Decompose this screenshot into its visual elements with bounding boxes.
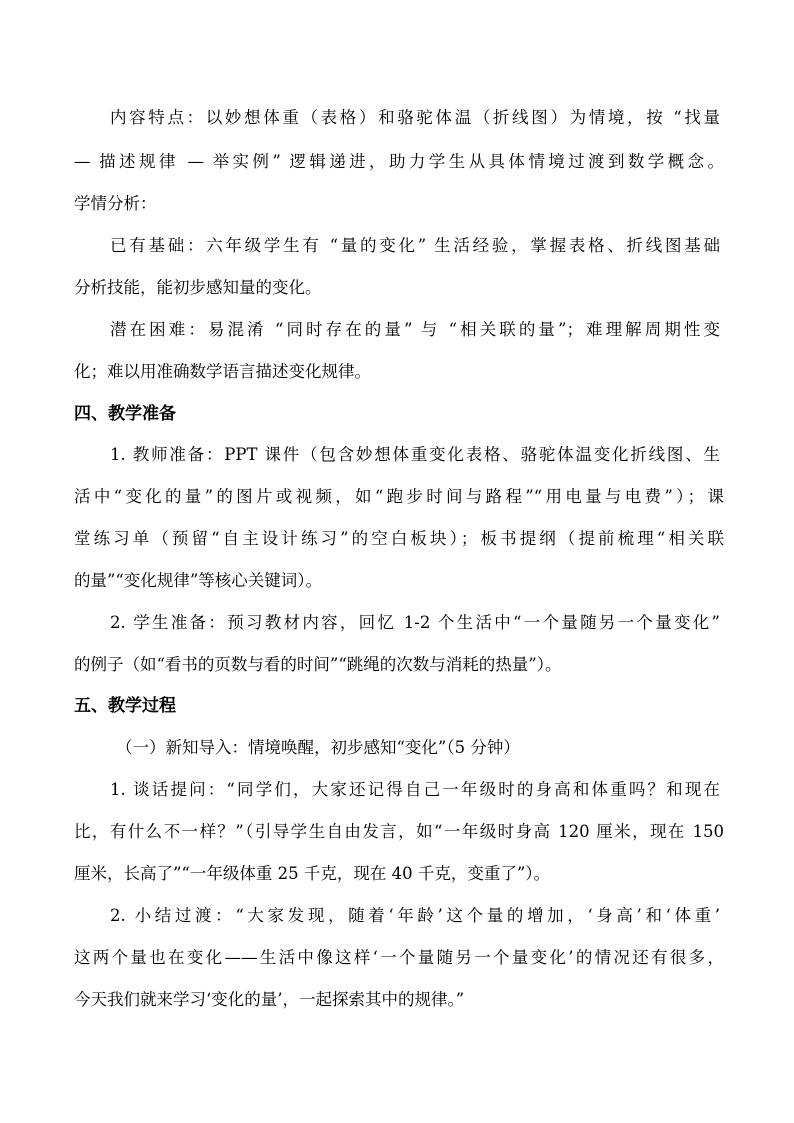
item-1-line-3: 厘米，长高了”“一年级体重 25 千克，现在 40 千克，变重了”）。 (74, 864, 551, 883)
student-prep-line-1: 2. 学生准备：预习教材内容，回忆 1-2 个生活中“一个量随另一个量变化” (110, 613, 720, 632)
item-1-line-2: 比，有什么不一样？”（引导学生自由发言，如“一年级时身高 120 厘米，现在 150 (74, 822, 724, 841)
section-5-heading: 五、教学过程 (74, 696, 176, 716)
teacher-prep-line-1: 1. 教师准备：PPT 课件（包含妙想体重变化表格、骆驼体温变化折线图、生 (110, 445, 720, 464)
item-2-line-1: 2. 小结过渡：“大家发现，随着‘年龄’这个量的增加，‘身高’和‘体重’ (110, 906, 720, 925)
basis-line-1: 已有基础：六年级学生有 “量的变化” 生活经验，掌握表格、折线图基础 (110, 236, 720, 255)
basis-line-2: 分析技能，能初步感知量的变化。 (74, 278, 322, 297)
content-features-line-1: 内容特点：以妙想体重（表格）和骆驼体温（折线图）为情境，按 “找量 (110, 108, 720, 127)
teacher-prep-line-4: 的量”“变化规律”等核心关键词）。 (74, 571, 323, 590)
student-prep-line-2: 的例子（如“看书的页数与看的时间”“跳绳的次数与消耗的热量”）。 (74, 655, 562, 674)
item-2-line-3: 今天我们就来学习‘变化的量’，一起探索其中的规律。” (74, 990, 465, 1009)
item-2-line-2: 这两个量也在变化——生活中像这样‘一个量随另一个量变化’的情况还有很多， (74, 948, 724, 967)
section-4-heading: 四、教学准备 (74, 404, 176, 424)
subsection-1-title: （一）新知导入：情境唤醒，初步感知“变化”（5 分钟） (116, 738, 520, 757)
teacher-prep-line-2: 活中“变化的量”的图片或视频，如“跑步时间与路程”“用电量与电费”）；课 (74, 487, 724, 506)
learning-analysis-title: 学情分析： (74, 194, 157, 213)
content-features-line-2: — 描述规律 — 举实例” 逻辑递进，助力学生从具体情境过渡到数学概念。 (74, 152, 724, 171)
difficulty-line-1: 潜在困难：易混淆 “同时存在的量” 与 “相关联的量”；难理解周期性变 (110, 320, 720, 339)
item-1-line-1: 1. 谈话提问：“同学们，大家还记得自己一年级时的身高和体重吗？和现在 (110, 780, 720, 799)
difficulty-line-2: 化；难以用准确数学语言描述变化规律。 (74, 362, 371, 381)
teacher-prep-line-3: 堂练习单（预留“自主设计练习”的空白板块）；板书提纲（提前梳理“相关联 (74, 529, 724, 548)
